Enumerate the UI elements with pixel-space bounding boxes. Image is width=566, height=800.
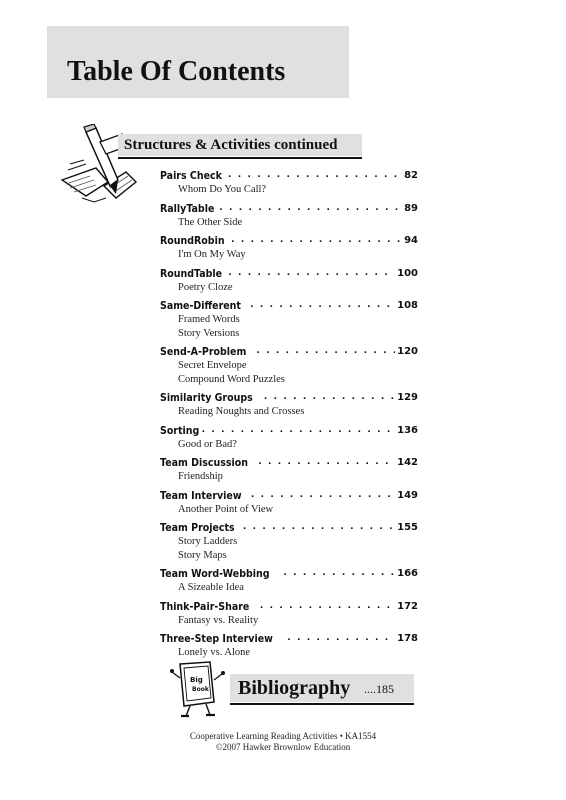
toc-entry[interactable] xyxy=(160,231,418,262)
toc-subentry: A Sizeable Idea xyxy=(178,582,244,593)
page-title: Table Of Contents xyxy=(67,56,286,87)
toc-entry-line xyxy=(160,296,418,313)
dot-leader xyxy=(243,520,395,535)
toc-subentry: Good or Bad? xyxy=(178,438,237,450)
dot-leader xyxy=(260,599,395,614)
dot-leader xyxy=(287,631,395,646)
bibliography-page: ....185 xyxy=(364,682,394,696)
dot-leader xyxy=(264,390,395,405)
toc-entry-title: Same-Different xyxy=(160,299,241,312)
toc-entry[interactable] xyxy=(160,264,418,295)
toc-subentry: Reading Noughts and Crosses xyxy=(178,406,305,417)
dot-leader xyxy=(228,168,402,183)
toc-entry-title: Team Projects xyxy=(160,521,235,534)
toc-subentry: Poetry Cloze xyxy=(178,281,233,293)
toc-entry-title: Team Interview xyxy=(160,488,242,502)
toc-entry[interactable] xyxy=(160,629,418,660)
toc-subentry: Friendship xyxy=(178,471,223,482)
toc-entry-page: 178 xyxy=(397,633,418,644)
toc-subentry: The Other Side xyxy=(178,216,243,228)
toc-entry[interactable] xyxy=(160,199,418,230)
toc-entry-line xyxy=(160,453,418,470)
toc-subentry: Lonely vs. Alone xyxy=(178,647,251,658)
toc-entry-line xyxy=(160,264,418,281)
toc-entry-page: 142 xyxy=(397,457,418,468)
toc-entry-title: Pairs Check xyxy=(160,169,222,182)
toc-entry-line xyxy=(160,388,418,405)
toc-entry[interactable] xyxy=(160,388,418,419)
toc-entry-line xyxy=(160,518,418,535)
toc-entry-title: Think-Pair-Share xyxy=(160,599,250,613)
toc-entry-title: Sorting xyxy=(160,423,200,437)
toc-entry-title: Three-Step Interview xyxy=(160,632,273,645)
toc-entry-title: Team Discussion xyxy=(160,456,248,469)
toc-entry-page: 155 xyxy=(397,522,418,533)
toc-entry-page: 172 xyxy=(397,600,418,612)
dot-leader xyxy=(250,298,395,313)
toc-entry-line xyxy=(160,231,418,248)
footer-title: Cooperative Learning Reading Activities • KA1554 xyxy=(189,731,377,741)
toc-entry-page: 82 xyxy=(404,170,418,181)
toc-entry-line xyxy=(160,629,418,646)
toc-subentry: Fantasy vs. Reality xyxy=(178,614,259,626)
toc-entry-line xyxy=(160,597,418,614)
bibliography-box[interactable] xyxy=(230,674,414,702)
toc-entry[interactable] xyxy=(160,564,418,595)
section-header xyxy=(118,134,362,156)
dot-leader xyxy=(219,201,402,216)
toc-entry-page: 166 xyxy=(397,568,418,579)
toc-entry-line xyxy=(160,564,418,581)
toc-entry[interactable] xyxy=(160,597,418,628)
title-band xyxy=(47,26,349,98)
toc-entry-page: 120 xyxy=(397,346,418,357)
toc-subentry: Another Point of View xyxy=(178,503,274,515)
toc-subentry: Framed Words xyxy=(178,314,240,325)
toc-entry[interactable] xyxy=(160,453,418,484)
toc-entry-line xyxy=(160,342,418,359)
toc-entry-page: 94 xyxy=(404,235,418,246)
toc-subentry: Compound Word Puzzles xyxy=(178,373,285,385)
toc-entry-line xyxy=(160,486,418,503)
toc-entry[interactable] xyxy=(160,518,418,562)
toc-entry[interactable] xyxy=(160,296,418,340)
toc-entry-page: 89 xyxy=(404,202,418,214)
dot-leader xyxy=(256,344,395,359)
toc-entry-title: Team Word-Webbing xyxy=(160,567,270,580)
svg-text:Big: Big xyxy=(190,676,203,684)
toc-list xyxy=(160,166,418,660)
toc-entry[interactable] xyxy=(160,486,418,517)
section-rule xyxy=(118,157,362,159)
toc-subentry: Story Versions xyxy=(178,327,240,339)
toc-entry-line xyxy=(160,166,418,183)
dot-leader xyxy=(228,266,395,281)
dot-leader xyxy=(251,488,395,503)
book-character-icon xyxy=(170,658,226,720)
footer-copyright: ©2007 Hawker Brownlow Education xyxy=(215,742,351,752)
toc-entry-title: RoundRobin xyxy=(160,234,225,247)
toc-entry-line xyxy=(160,421,418,438)
toc-entry[interactable] xyxy=(160,166,418,197)
dot-leader xyxy=(258,455,395,470)
toc-entry-page: 129 xyxy=(397,392,418,403)
toc-entry-page: 100 xyxy=(397,267,418,279)
toc-subentry: I'm On My Way xyxy=(178,249,246,260)
bibliography-title: Bibliography xyxy=(238,677,351,699)
toc-entry-page: 149 xyxy=(397,489,418,501)
toc-subentry: Whom Do You Call? xyxy=(178,184,267,195)
dot-leader xyxy=(202,423,395,438)
toc-entry-title: RallyTable xyxy=(160,201,215,215)
toc-subentry: Story Maps xyxy=(178,549,227,561)
toc-entry-title: Similarity Groups xyxy=(160,391,253,404)
toc-entry-title: RoundTable xyxy=(160,266,223,280)
toc-entry[interactable] xyxy=(160,421,418,452)
dot-leader xyxy=(231,233,402,248)
dot-leader xyxy=(283,566,395,581)
svg-text:Book: Book xyxy=(192,686,209,693)
toc-entry-line xyxy=(160,199,418,216)
toc-entry-page: 136 xyxy=(397,424,418,436)
toc-subentry: Story Ladders xyxy=(178,536,238,547)
section-title: Structures & Activities continued xyxy=(124,137,338,153)
toc-entry[interactable] xyxy=(160,342,418,386)
toc-entry-title: Send-A-Problem xyxy=(160,345,247,358)
bibliography-rule xyxy=(230,703,414,705)
toc-subentry: Secret Envelope xyxy=(178,360,247,371)
toc-entry-page: 108 xyxy=(397,300,418,311)
